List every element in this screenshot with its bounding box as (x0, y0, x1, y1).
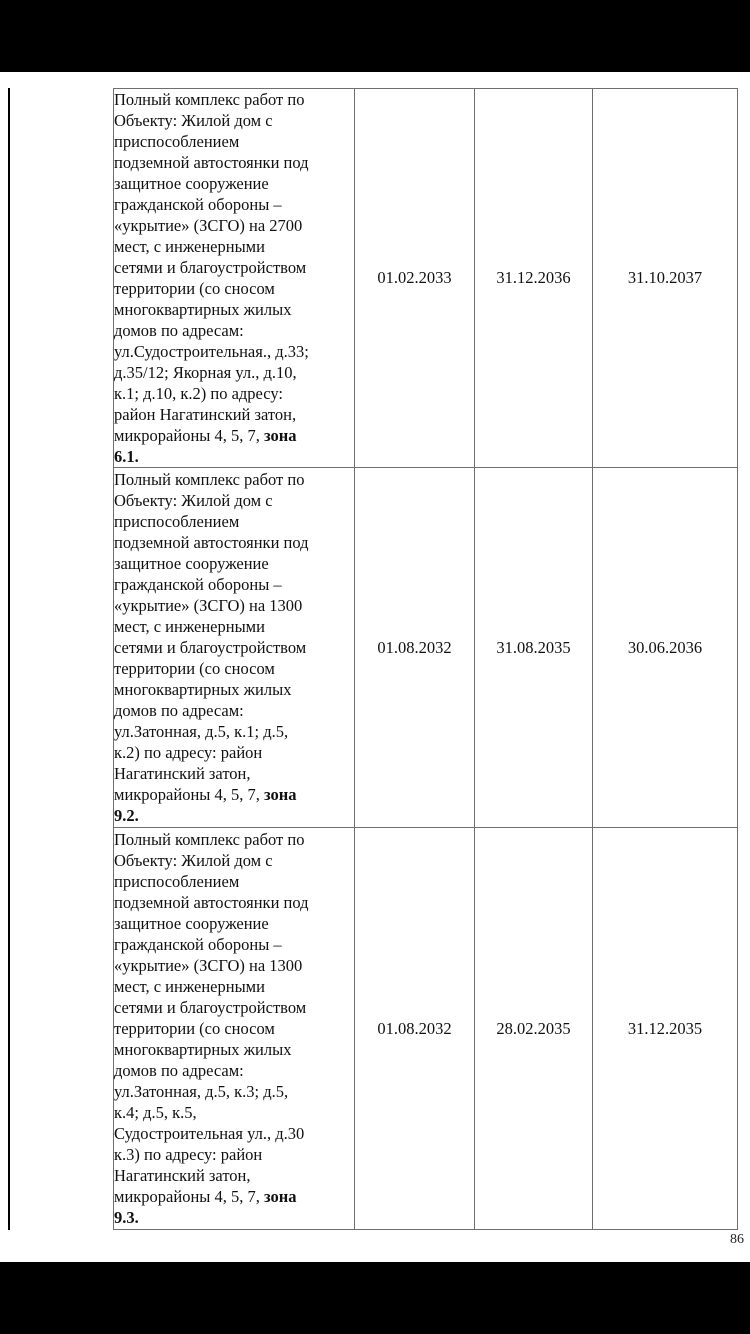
completion-date-cell: 31.12.2036 (475, 89, 593, 468)
description-line: сетями и благоустройством (114, 998, 307, 1017)
description-line: ул.Судостроительная., д.33; (114, 342, 309, 361)
zone-label: зона (263, 1187, 297, 1206)
description-line: Объекту: Жилой дом с (114, 851, 273, 870)
commissioning-date-cell: 30.06.2036 (593, 468, 738, 828)
zone-number-bold: 6.1. (114, 447, 139, 466)
description-line: приспособлением (114, 512, 240, 531)
description-line: Судостроительная ул., д.30 (114, 1124, 305, 1143)
description-line-text: микрорайоны 4, 5, 7, (114, 426, 264, 445)
description-line (114, 425, 354, 446)
description-line: гражданской обороны – (114, 575, 282, 594)
start-date-cell: 01.08.2032 (355, 468, 475, 828)
description-line: Полный комплекс работ по (114, 830, 305, 849)
completion-date-cell: 28.02.2035 (475, 828, 593, 1230)
description-line: сетями и благоустройством (114, 638, 307, 657)
description-line: ул.Затонная, д.5, к.3; д.5, (114, 1082, 289, 1101)
description-line: мест, с инженерными (114, 977, 265, 996)
description-line (114, 784, 354, 805)
description-line: защитное сооружение (114, 914, 269, 933)
description-line: гражданской обороны – (114, 195, 282, 214)
page-number: 86 (730, 1232, 744, 1247)
description-line: к.3) по адресу: район (114, 1145, 263, 1164)
zone-number-bold: 9.3. (114, 1208, 139, 1227)
table-row (114, 468, 738, 828)
description-line: мест, с инженерными (114, 617, 265, 636)
description-line: защитное сооружение (114, 554, 269, 573)
description-line: территории (со сносом (114, 659, 275, 678)
description-line: Объекту: Жилой дом с (114, 491, 273, 510)
description-line: многоквартирных жилых (114, 680, 292, 699)
description-line: многоквартирных жилых (114, 1040, 292, 1059)
description-line: мест, с инженерными (114, 237, 265, 256)
zone-number-bold: 9.2. (114, 806, 139, 825)
description-line: Полный комплекс работ по (114, 470, 305, 489)
start-date-cell: 01.08.2032 (355, 828, 475, 1230)
zone-number (114, 1207, 354, 1228)
description-line: подземной автостоянки под (114, 153, 309, 172)
description-line: Полный комплекс работ по (114, 90, 305, 109)
description-line: гражданской обороны – (114, 935, 282, 954)
description-line: территории (со сносом (114, 1019, 275, 1038)
work-description-cell (114, 468, 355, 828)
description-line: ул.Затонная, д.5, к.1; д.5, (114, 722, 289, 741)
description-line: сетями и благоустройством (114, 258, 307, 277)
description-line-text: микрорайоны 4, 5, 7, (114, 1187, 264, 1206)
description-line: к.4; д.5, к.5, (114, 1103, 197, 1122)
zone-number (114, 446, 354, 467)
description-line: к.1; д.10, к.2) по адресу: (114, 384, 284, 403)
zone-number (114, 805, 354, 826)
commissioning-date-cell: 31.12.2035 (593, 828, 738, 1230)
description-line: подземной автостоянки под (114, 893, 309, 912)
description-line: Нагатинский затон, (114, 764, 251, 783)
left-margin-line (8, 88, 10, 1230)
description-line: подземной автостоянки под (114, 533, 309, 552)
table-row (114, 89, 738, 468)
zone-label: зона (263, 785, 297, 804)
table-row (114, 828, 738, 1230)
description-line: территории (со сносом (114, 279, 275, 298)
description-line: приспособлением (114, 132, 240, 151)
description-line: район Нагатинский затон, (114, 405, 297, 424)
description-line: домов по адресам: (114, 1061, 244, 1080)
description-line (114, 1186, 354, 1207)
schedule-table (113, 88, 738, 1230)
description-line-text: микрорайоны 4, 5, 7, (114, 785, 264, 804)
completion-date-cell: 31.08.2035 (475, 468, 593, 828)
description-line: защитное сооружение (114, 174, 269, 193)
description-line: приспособлением (114, 872, 240, 891)
description-line: «укрытие» (ЗСГО) на 1300 (114, 956, 303, 975)
description-line: Объекту: Жилой дом с (114, 111, 273, 130)
description-line: д.35/12; Якорная ул., д.10, (114, 363, 297, 382)
document-page (0, 72, 750, 1262)
zone-label: зона (263, 426, 297, 445)
description-line: многоквартирных жилых (114, 300, 292, 319)
description-line: «укрытие» (ЗСГО) на 1300 (114, 596, 303, 615)
work-description-cell (114, 89, 355, 468)
description-line: домов по адресам: (114, 321, 244, 340)
description-line: Нагатинский затон, (114, 1166, 251, 1185)
start-date-cell: 01.02.2033 (355, 89, 475, 468)
description-line: к.2) по адресу: район (114, 743, 263, 762)
work-description-cell (114, 828, 355, 1230)
description-line: домов по адресам: (114, 701, 244, 720)
commissioning-date-cell: 31.10.2037 (593, 89, 738, 468)
description-line: «укрытие» (ЗСГО) на 2700 (114, 216, 303, 235)
